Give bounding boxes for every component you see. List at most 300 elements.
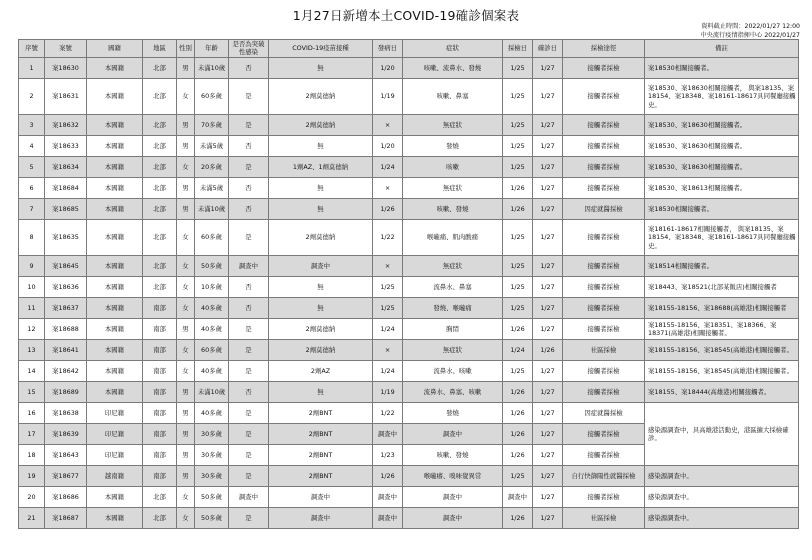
breakthrough-cell: 否	[229, 277, 269, 298]
region-cell: 北部	[143, 220, 177, 256]
onset-cell: 1/22	[373, 220, 403, 256]
seq-cell: 12	[19, 319, 45, 340]
route-cell: 接觸者採檢	[563, 79, 645, 115]
breakthrough-cell: 是	[229, 220, 269, 256]
age-cell: 10多歲	[195, 277, 229, 298]
onset-cell: 1/24	[373, 319, 403, 340]
note-cell: 案18530、案18630相關接觸者。	[645, 136, 799, 157]
sample-date-cell: 1/25	[503, 115, 533, 136]
onset-cell: 1/24	[373, 157, 403, 178]
seq-cell: 15	[19, 382, 45, 403]
col-symptoms-header: 症狀	[403, 40, 503, 58]
route-cell: 自行快篩陽性就醫採檢	[563, 466, 645, 487]
onset-cell: ×	[373, 256, 403, 277]
table-row	[19, 79, 799, 115]
nationality-cell: 印尼籍	[87, 424, 143, 445]
vaccine-cell: 2劑莫德納	[269, 79, 373, 115]
route-cell: 接觸者採檢	[563, 115, 645, 136]
breakthrough-cell: 否	[229, 199, 269, 220]
confirm-date-cell: 1/27	[533, 178, 563, 199]
case-id-cell: 案18685	[45, 199, 87, 220]
sex-cell: 女	[177, 256, 195, 277]
table-row	[19, 199, 799, 220]
seq-cell: 6	[19, 178, 45, 199]
seq-cell: 20	[19, 487, 45, 508]
onset-cell: 1/25	[373, 298, 403, 319]
vaccine-cell: 1劑AZ、1劑莫德納	[269, 157, 373, 178]
age-cell: 60多歲	[195, 79, 229, 115]
vaccine-cell: 無	[269, 277, 373, 298]
note-cell: 案18530、案18630相關接觸者， 與案18135、案18154、案18348、案18161-18617具同餐廳接觸史。	[645, 79, 799, 115]
sample-date-cell: 1/25	[503, 58, 533, 79]
nationality-cell: 本國籍	[87, 277, 143, 298]
col-onset-header: 發病日	[373, 40, 403, 58]
vaccine-cell: 無	[269, 199, 373, 220]
breakthrough-cell: 是	[229, 79, 269, 115]
region-cell: 北部	[143, 136, 177, 157]
symptoms-cell: 胸悶	[403, 319, 503, 340]
sample-date-cell: 1/26	[503, 319, 533, 340]
seq-cell: 19	[19, 466, 45, 487]
table-row	[19, 403, 799, 424]
breakthrough-cell: 是	[229, 361, 269, 382]
sex-cell: 男	[177, 136, 195, 157]
vaccine-cell: 2劑莫德納	[269, 115, 373, 136]
symptoms-cell: 流鼻水、鼻塞	[403, 277, 503, 298]
breakthrough-cell: 否	[229, 58, 269, 79]
seq-cell: 1	[19, 58, 45, 79]
vaccine-cell: 2劑莫德納	[269, 319, 373, 340]
confirm-date-cell: 1/27	[533, 487, 563, 508]
breakthrough-cell: 調查中	[229, 487, 269, 508]
note-cell: 案18155-18156、案18351、案18366、案18371(高雄港)相關接觸者。	[645, 319, 799, 340]
symptoms-cell: 調查中	[403, 487, 503, 508]
case-id-cell: 案18643	[45, 445, 87, 466]
vaccine-cell: 調查中	[269, 508, 373, 529]
seq-cell: 11	[19, 298, 45, 319]
region-cell: 南部	[143, 445, 177, 466]
nationality-cell: 本國籍	[87, 298, 143, 319]
seq-cell: 18	[19, 445, 45, 466]
note-cell: 案18155-18156、案18688(高雄港)相關接觸者	[645, 298, 799, 319]
breakthrough-cell: 是	[229, 319, 269, 340]
confirm-date-cell: 1/27	[533, 79, 563, 115]
symptoms-cell: 無症狀	[403, 340, 503, 361]
table-row	[19, 136, 799, 157]
region-cell: 北部	[143, 256, 177, 277]
route-cell: 接觸者採檢	[563, 445, 645, 466]
col-sample-date-header: 採檢日	[503, 40, 533, 58]
age-cell: 50多歲	[195, 487, 229, 508]
sample-date-cell: 1/26	[503, 424, 533, 445]
onset-cell: 1/26	[373, 199, 403, 220]
sample-date-cell: 1/25	[503, 157, 533, 178]
age-cell: 50多歲	[195, 256, 229, 277]
region-cell: 南部	[143, 466, 177, 487]
age-cell: 未滿5歲	[195, 178, 229, 199]
table-row	[19, 340, 799, 361]
symptoms-cell: 無症狀	[403, 115, 503, 136]
onset-cell: 1/20	[373, 136, 403, 157]
sex-cell: 女	[177, 508, 195, 529]
case-id-cell: 案18630	[45, 58, 87, 79]
vaccine-cell: 調查中	[269, 487, 373, 508]
sex-cell: 男	[177, 319, 195, 340]
breakthrough-cell: 是	[229, 340, 269, 361]
nationality-cell: 本國籍	[87, 340, 143, 361]
table-row	[19, 277, 799, 298]
source-agency: 中央流行疫情指揮中心 2022/01/27	[700, 32, 800, 39]
sample-date-cell: 1/26	[503, 199, 533, 220]
seq-cell: 3	[19, 115, 45, 136]
breakthrough-cell: 否	[229, 136, 269, 157]
sample-date-cell: 1/25	[503, 466, 533, 487]
breakthrough-cell: 否	[229, 178, 269, 199]
vaccine-cell: 2劑BNT	[269, 445, 373, 466]
nationality-cell: 本國籍	[87, 220, 143, 256]
breakthrough-cell: 調查中	[229, 256, 269, 277]
region-cell: 北部	[143, 199, 177, 220]
vaccine-cell: 2劑BNT	[269, 466, 373, 487]
table-row	[19, 58, 799, 79]
breakthrough-cell: 是	[229, 157, 269, 178]
confirm-date-cell: 1/27	[533, 157, 563, 178]
confirm-date-cell: 1/27	[533, 466, 563, 487]
case-id-cell: 案18684	[45, 178, 87, 199]
nationality-cell: 本國籍	[87, 157, 143, 178]
symptoms-cell: 咳嗽、發燒	[403, 199, 503, 220]
sex-cell: 男	[177, 445, 195, 466]
seq-cell: 10	[19, 277, 45, 298]
seq-cell: 21	[19, 508, 45, 529]
breakthrough-cell: 否	[229, 298, 269, 319]
region-cell: 北部	[143, 115, 177, 136]
age-cell: 60多歲	[195, 340, 229, 361]
report-meta	[700, 22, 800, 40]
breakthrough-cell: 否	[229, 382, 269, 403]
age-cell: 未滿10歲	[195, 199, 229, 220]
breakthrough-cell: 是	[229, 508, 269, 529]
confirm-date-cell: 1/26	[533, 340, 563, 361]
sex-cell: 男	[177, 403, 195, 424]
confirm-date-cell: 1/27	[533, 382, 563, 403]
seq-cell: 5	[19, 157, 45, 178]
sex-cell: 女	[177, 361, 195, 382]
confirm-date-cell: 1/27	[533, 136, 563, 157]
breakthrough-cell: 是	[229, 445, 269, 466]
breakthrough-cell: 是	[229, 466, 269, 487]
col-seq-header: 序號	[19, 40, 45, 58]
note-cell: 案18530、案18630相關接觸者。	[645, 115, 799, 136]
sex-cell: 女	[177, 157, 195, 178]
age-cell: 40多歲	[195, 361, 229, 382]
case-id-cell: 案18686	[45, 487, 87, 508]
seq-cell: 13	[19, 340, 45, 361]
breakthrough-cell: 是	[229, 403, 269, 424]
case-id-cell: 案18641	[45, 340, 87, 361]
col-region-header: 地區	[143, 40, 177, 58]
case-id-cell: 案18689	[45, 382, 87, 403]
age-cell: 30多歲	[195, 445, 229, 466]
nationality-cell: 本國籍	[87, 382, 143, 403]
note-cell: 案18530相關接觸者。	[645, 199, 799, 220]
table-row	[19, 361, 799, 382]
sex-cell: 男	[177, 178, 195, 199]
sex-cell: 男	[177, 115, 195, 136]
sex-cell: 女	[177, 220, 195, 256]
sample-date-cell: 1/25	[503, 79, 533, 115]
sample-date-cell: 1/25	[503, 136, 533, 157]
note-cell: 感染源調查中。	[645, 487, 799, 508]
symptoms-cell: 咳嗽	[403, 157, 503, 178]
case-id-cell: 案18637	[45, 298, 87, 319]
confirm-date-cell: 1/27	[533, 508, 563, 529]
symptoms-cell: 調查中	[403, 424, 503, 445]
note-cell: 案18514相關接觸者。	[645, 256, 799, 277]
confirm-date-cell: 1/27	[533, 256, 563, 277]
nationality-cell: 本國籍	[87, 319, 143, 340]
confirm-date-cell: 1/27	[533, 361, 563, 382]
vaccine-cell: 無	[269, 136, 373, 157]
sample-date-cell: 1/26	[503, 445, 533, 466]
vaccine-cell: 2劑莫德納	[269, 340, 373, 361]
route-cell: 接觸者採檢	[563, 424, 645, 445]
onset-cell: ×	[373, 178, 403, 199]
sex-cell: 男	[177, 424, 195, 445]
col-route-header: 採檢途徑	[563, 40, 645, 58]
seq-cell: 2	[19, 79, 45, 115]
symptoms-cell: 無症狀	[403, 256, 503, 277]
sex-cell: 女	[177, 277, 195, 298]
route-cell: 接觸者採檢	[563, 487, 645, 508]
symptoms-cell: 流鼻水、鼻塞、咳嗽	[403, 382, 503, 403]
confirm-date-cell: 1/27	[533, 403, 563, 424]
vaccine-cell: 2劑莫德納	[269, 220, 373, 256]
nationality-cell: 本國籍	[87, 199, 143, 220]
symptoms-cell: 發燒、喉嚨痛	[403, 298, 503, 319]
note-cell: 案18161-18617相關接觸者， 與案18135、案18154、案18348、案18161-18617具同餐廳接觸史。	[645, 220, 799, 256]
age-cell: 40多歲	[195, 298, 229, 319]
seq-cell: 8	[19, 220, 45, 256]
region-cell: 北部	[143, 79, 177, 115]
vaccine-cell: 2劑BNT	[269, 424, 373, 445]
table-row	[19, 178, 799, 199]
route-cell: 接觸者採檢	[563, 256, 645, 277]
nationality-cell: 印尼籍	[87, 445, 143, 466]
age-cell: 40多歲	[195, 403, 229, 424]
sex-cell: 男	[177, 382, 195, 403]
col-note-header: 備註	[645, 40, 799, 58]
age-cell: 未滿10歲	[195, 58, 229, 79]
symptoms-cell: 喉嚨癢、嗅味覺異常	[403, 466, 503, 487]
symptoms-cell: 喉嚨痛、肌肉酸痛	[403, 220, 503, 256]
note-cell: 案18530、案18613相關接觸者。	[645, 178, 799, 199]
age-cell: 60多歲	[195, 220, 229, 256]
symptoms-cell: 咳嗽、發燒	[403, 445, 503, 466]
region-cell: 南部	[143, 298, 177, 319]
note-cell: 案18530、案18630相關接觸者。	[645, 157, 799, 178]
vaccine-cell: 2劑AZ	[269, 361, 373, 382]
table-row	[19, 466, 799, 487]
age-cell: 未滿5歲	[195, 136, 229, 157]
region-cell: 南部	[143, 319, 177, 340]
table-row	[19, 382, 799, 403]
page-title: 1月27日新增本土COVID-19確診個案表	[292, 8, 520, 23]
note-cell: 感染源調查中。	[645, 508, 799, 529]
onset-cell: 1/19	[373, 382, 403, 403]
symptoms-cell: 無症狀	[403, 178, 503, 199]
onset-cell: 1/19	[373, 79, 403, 115]
onset-cell: 調查中	[373, 424, 403, 445]
symptoms-cell: 發燒	[403, 136, 503, 157]
note-cell: 案18530相關接觸者。	[645, 58, 799, 79]
sample-date-cell: 1/24	[503, 340, 533, 361]
seq-cell: 4	[19, 136, 45, 157]
sample-date-cell: 1/26	[503, 508, 533, 529]
route-cell: 接觸者採檢	[563, 382, 645, 403]
sex-cell: 男	[177, 58, 195, 79]
nationality-cell: 本國籍	[87, 79, 143, 115]
route-cell: 因症就醫採檢	[563, 199, 645, 220]
vaccine-cell: 無	[269, 58, 373, 79]
onset-cell: 1/26	[373, 466, 403, 487]
seq-cell: 17	[19, 424, 45, 445]
table-body	[19, 58, 799, 529]
confirm-date-cell: 1/27	[533, 220, 563, 256]
region-cell: 北部	[143, 157, 177, 178]
sample-date-cell: 1/25	[503, 298, 533, 319]
onset-cell: 調查中	[373, 487, 403, 508]
region-cell: 北部	[143, 487, 177, 508]
symptoms-cell: 發燒	[403, 403, 503, 424]
route-cell: 因症就醫採檢	[563, 403, 645, 424]
sample-date-cell: 1/25	[503, 277, 533, 298]
age-cell: 未滿10歲	[195, 382, 229, 403]
case-table	[18, 39, 799, 529]
nationality-cell: 本國籍	[87, 508, 143, 529]
col-breakthrough-header: 是否為突破性感染	[229, 40, 269, 58]
col-confirm-date-header: 確診日	[533, 40, 563, 58]
region-cell: 北部	[143, 58, 177, 79]
confirm-date-cell: 1/27	[533, 319, 563, 340]
confirm-date-cell: 1/27	[533, 445, 563, 466]
route-cell: 接觸者採檢	[563, 319, 645, 340]
region-cell: 南部	[143, 424, 177, 445]
case-id-cell: 案18635	[45, 220, 87, 256]
symptoms-cell: 流鼻水、咳嗽	[403, 361, 503, 382]
region-cell: 北部	[143, 508, 177, 529]
age-cell: 30多歲	[195, 424, 229, 445]
col-case-header: 案號	[45, 40, 87, 58]
table-row	[19, 157, 799, 178]
seq-cell: 14	[19, 361, 45, 382]
route-cell: 接觸者採檢	[563, 277, 645, 298]
age-cell: 40多歲	[195, 319, 229, 340]
sex-cell: 男	[177, 199, 195, 220]
route-cell: 社區採檢	[563, 508, 645, 529]
age-cell: 30多歲	[195, 466, 229, 487]
note-cell: 案18155-18156、案18545(高雄港)相關接觸者。	[645, 361, 799, 382]
route-cell: 接觸者採檢	[563, 157, 645, 178]
breakthrough-cell: 是	[229, 424, 269, 445]
note-cell: 案18155、案18444(高雄港)相關接觸者。	[645, 382, 799, 403]
region-cell: 北部	[143, 178, 177, 199]
region-cell: 南部	[143, 340, 177, 361]
table-row	[19, 115, 799, 136]
seq-cell: 9	[19, 256, 45, 277]
sex-cell: 女	[177, 79, 195, 115]
age-cell: 50多歲	[195, 508, 229, 529]
vaccine-cell: 無	[269, 178, 373, 199]
onset-cell: 1/23	[373, 445, 403, 466]
col-nationality-header: 國籍	[87, 40, 143, 58]
sample-date-cell: 調查中	[503, 487, 533, 508]
table-header-row	[19, 40, 799, 58]
breakthrough-cell: 是	[229, 115, 269, 136]
vaccine-cell: 無	[269, 382, 373, 403]
sample-date-cell: 1/25	[503, 256, 533, 277]
sample-date-cell: 1/26	[503, 403, 533, 424]
symptoms-cell: 咳嗽、流鼻水、發燒	[403, 58, 503, 79]
sex-cell: 男	[177, 466, 195, 487]
route-cell: 接觸者採檢	[563, 58, 645, 79]
table-row	[19, 487, 799, 508]
region-cell: 南部	[143, 403, 177, 424]
sex-cell: 女	[177, 340, 195, 361]
symptoms-cell: 調查中	[403, 508, 503, 529]
col-vaccine-header: COVID-19疫苗接種	[269, 40, 373, 58]
case-id-cell: 案18677	[45, 466, 87, 487]
confirm-date-cell: 1/27	[533, 58, 563, 79]
seq-cell: 16	[19, 403, 45, 424]
age-cell: 70多歲	[195, 115, 229, 136]
nationality-cell: 本國籍	[87, 256, 143, 277]
nationality-cell: 本國籍	[87, 178, 143, 199]
route-cell: 接觸者採檢	[563, 220, 645, 256]
onset-cell: ×	[373, 115, 403, 136]
nationality-cell: 印尼籍	[87, 403, 143, 424]
sample-date-cell: 1/25	[503, 220, 533, 256]
sample-date-cell: 1/26	[503, 178, 533, 199]
sample-date-cell: 1/26	[503, 382, 533, 403]
onset-cell: 1/22	[373, 403, 403, 424]
note-cell: 感染源調查中，具高雄港活動史，港區擴大採檢確診。	[645, 403, 799, 466]
seq-cell: 7	[19, 199, 45, 220]
nationality-cell: 本國籍	[87, 115, 143, 136]
nationality-cell: 本國籍	[87, 361, 143, 382]
region-cell: 南部	[143, 382, 177, 403]
vaccine-cell: 調查中	[269, 256, 373, 277]
sex-cell: 女	[177, 298, 195, 319]
onset-cell: 1/25	[373, 277, 403, 298]
case-id-cell: 案18688	[45, 319, 87, 340]
table-row	[19, 508, 799, 529]
onset-cell: 1/20	[373, 58, 403, 79]
case-id-cell: 案18636	[45, 277, 87, 298]
nationality-cell: 越南籍	[87, 466, 143, 487]
route-cell: 社區採檢	[563, 340, 645, 361]
case-id-cell: 案18638	[45, 403, 87, 424]
confirm-date-cell: 1/27	[533, 277, 563, 298]
confirm-date-cell: 1/27	[533, 424, 563, 445]
col-sex-header: 性別	[177, 40, 195, 58]
note-cell: 案18443、案18521(北部某飯店)相關接觸者	[645, 277, 799, 298]
sex-cell: 女	[177, 487, 195, 508]
case-id-cell: 案18645	[45, 256, 87, 277]
confirm-date-cell: 1/27	[533, 199, 563, 220]
route-cell: 接觸者採檢	[563, 361, 645, 382]
nationality-cell: 本國籍	[87, 487, 143, 508]
